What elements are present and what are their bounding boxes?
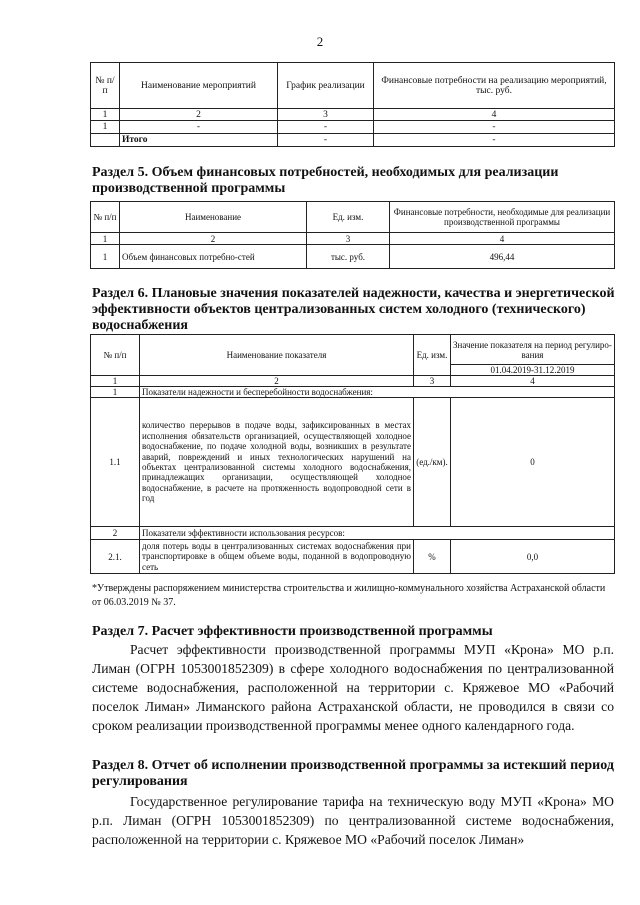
- table-row: [91, 540, 615, 574]
- row2-num: 2.1.: [91, 540, 140, 574]
- table-cell: [91, 134, 120, 147]
- t2-row-name: Объем финансовых потребно-стей: [120, 245, 307, 269]
- t2-header-unit: Ед. изм.: [307, 202, 390, 233]
- t2-header-name: Наименование: [120, 202, 307, 233]
- t3-col-number: 3: [414, 376, 451, 387]
- section5-heading: Раздел 5. Объем финансовых потребностей, необходимых для реализации производственной программы: [92, 165, 559, 196]
- t1-header-num: № п/п: [91, 63, 120, 109]
- group2-label: Показатели эффективности использования ресурсов:: [140, 527, 615, 540]
- group1-label: Показатели надежности и бесперебойности водоснабжения:: [140, 387, 615, 398]
- row1-value: 0: [451, 398, 615, 527]
- t1-header-name: Наименование мероприятий: [120, 63, 278, 109]
- table-group-row: [91, 387, 615, 398]
- footnote: *Утверждены распоряжением министерства строительства и жилищно-коммунального хозяйства Астраханской области от 06.03.2019 № 37.: [92, 583, 606, 608]
- section8-text: Государственное регулирование тарифа на техническую воду МУП «Крона» МО р.п. Лиман (ОГРН 1053001852309) по централизованной системе водоснабжения, расположенной на территории с. Кряжевое МО «Рабочий поселок Лиман»: [92, 794, 614, 847]
- t3-col-number: 1: [91, 376, 140, 387]
- section7-heading: Раздел 7. Расчет эффективности производственной программы: [92, 624, 493, 639]
- t3-header-name: Наименование показателя: [140, 335, 414, 376]
- t1-col-number: 4: [374, 109, 615, 121]
- t2-header-finance: Финансовые потребности, необходимые для реализации производственной программы: [390, 202, 615, 233]
- t3-col-number: 2: [140, 376, 414, 387]
- row1-unit: (ед./км).: [414, 398, 451, 527]
- t3-header-period: 01.04.2019-31.12.2019: [451, 365, 615, 376]
- table-cell: 1: [91, 121, 120, 134]
- t3-header-value: Значение показателя на период регулиро-вания: [451, 335, 615, 365]
- table-row: [91, 121, 615, 134]
- table-cell: -: [374, 121, 615, 134]
- t2-col-number: 3: [307, 233, 390, 245]
- total-value: -: [374, 134, 615, 147]
- t2-row-unit: тыс. руб.: [307, 245, 390, 269]
- page-number: 2: [316, 34, 324, 49]
- table-group-row: [91, 527, 615, 540]
- t1-header-schedule: График реализации: [278, 63, 374, 109]
- table-row: [91, 245, 615, 269]
- group2-num: 2: [91, 527, 140, 540]
- t2-col-number: 1: [91, 233, 120, 245]
- t1-col-number: 1: [91, 109, 120, 121]
- table-cell: -: [278, 121, 374, 134]
- group1-num: 1: [91, 387, 140, 398]
- row1-name: количество перерывов в подаче воды, зафиксированных в местах исполнения обязательств организацией, осуществляющей холодное водоснабжение, по подаче холодной воды, возникших в результате аварий, повреждений и иных технологических нарушений на объектах централизованной системы холодного водоснабжения, принадлежащих организации, осуществляющей холодное водоснабжение, в расчете на протяженность водопроводной сети в год: [140, 398, 414, 527]
- row1-num: 1.1: [91, 398, 140, 527]
- row2-value: 0,0: [451, 540, 615, 574]
- section6-heading: Раздел 6. Плановые значения показателей надежности, качества и энергетической эффективности объектов централизованных систем холодного (технического) водоснабжения: [92, 286, 615, 333]
- total-label: Итого: [120, 134, 278, 147]
- t2-row-value: 496,44: [390, 245, 615, 269]
- t3-header-unit: Ед. изм.: [414, 335, 451, 376]
- t2-header-num: № п/п: [91, 202, 120, 233]
- section8-heading: Раздел 8. Отчет об исполнении производственной программы за истекший период регулирования: [92, 758, 614, 789]
- t1-col-number: 2: [120, 109, 278, 121]
- financial-needs-table: [90, 201, 615, 269]
- t1-col-number: 3: [278, 109, 374, 121]
- indicators-table: [90, 334, 615, 574]
- t2-row-num: 1: [91, 245, 120, 269]
- row2-unit: %: [414, 540, 451, 574]
- activities-table: [90, 62, 615, 147]
- table-row: [91, 398, 615, 527]
- section7-text: Расчет эффективности производственной программы МУП «Крона» МО р.п. Лиман (ОГРН 1053001852309) в сфере холодного водоснабжения по централизованной системе водоснабжения, расположенной на территории с. Кряжевое МО «Рабочий поселок Лиман» Лиманского района Астраханской области, не проводился в связи со сроком реализации производственной программы менее одного календарного года.: [92, 642, 614, 733]
- table-total-row: [91, 134, 615, 147]
- t2-col-number: 4: [390, 233, 615, 245]
- t3-header-num: № п/п: [91, 335, 140, 376]
- total-schedule: -: [278, 134, 374, 147]
- t1-header-finance: Финансовые потребности на реализацию мероприятий, тыс. руб.: [374, 63, 615, 109]
- row2-name: доля потерь воды в централизованных системах водоснабжения при транспортировке в общем объеме воды, поданной в водопроводную сеть: [140, 540, 414, 574]
- t3-col-number: 4: [451, 376, 615, 387]
- t2-col-number: 2: [120, 233, 307, 245]
- table-cell: -: [120, 121, 278, 134]
